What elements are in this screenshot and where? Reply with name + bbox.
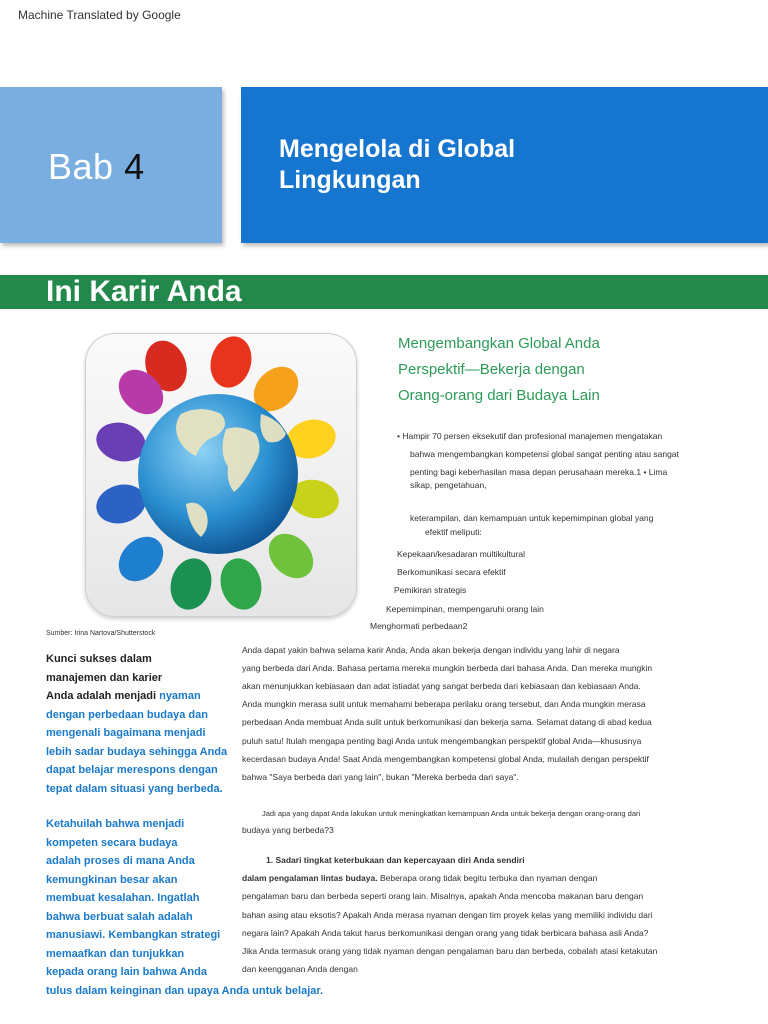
body-line: bahwa "Saya berbeda dari yang lain", bukan "Mereka berbeda dari saya". bbox=[242, 772, 519, 782]
sidebar-line: adalah proses di mana Anda bbox=[46, 855, 195, 867]
section-banner-title: Ini Karir Anda bbox=[46, 275, 242, 308]
chapter-title-line-2: Lingkungan bbox=[279, 166, 421, 194]
sidebar-line: tepat dalam situasi yang berbeda. bbox=[46, 782, 223, 795]
chapter-title bbox=[279, 134, 719, 196]
sidebar-line: kompeten secara budaya bbox=[46, 836, 178, 849]
image-caption: Sumber: Irina Nartova/Shutterstock bbox=[46, 630, 156, 637]
bullet-line: penting bagi keberhasilan masa depan perusahaan mereka.1 • Lima bbox=[410, 467, 668, 477]
globe-hands-image bbox=[85, 333, 357, 617]
sidebar-line: memaafkan dan tunjukkan bbox=[46, 947, 185, 960]
numbered-heading: 1. Sadari tingkat keterbukaan dan kepercayaan diri Anda sendiri bbox=[266, 855, 525, 865]
body-line: negara lain? Apakah Anda takut harus berkomunikasi dengan orang yang tidak berbicara bahasa asli Anda? bbox=[242, 928, 649, 938]
body-line: perbedaan Anda membuat Anda sulit untuk berkomunikasi dan bekerja sama. Selamat datang di abad kedua bbox=[242, 717, 652, 727]
subheading-line-3: Orang-orang dari Budaya Lain bbox=[398, 387, 600, 404]
bullet-line: efektif meliputi: bbox=[425, 527, 482, 537]
sidebar-line-blue: nyaman bbox=[159, 690, 201, 702]
sidebar-line-dark: Anda adalah menjadi bbox=[46, 690, 160, 702]
body-line: dan keengganan Anda dengan bbox=[242, 964, 358, 974]
body-line: Jadi apa yang dapat Anda lakukan untuk meningkatkan kemampuan Anda untuk bekerja dengan orang-orang dari bbox=[262, 809, 641, 818]
sidebar-line: dengan perbedaan budaya dan bbox=[46, 708, 208, 721]
chapter-number: 4 bbox=[124, 146, 145, 187]
chapter-title-line-1: Mengelola di Global bbox=[279, 135, 516, 163]
bullet-line: sikap, pengetahuan, bbox=[410, 480, 487, 490]
chapter-label bbox=[48, 146, 145, 188]
sidebar-line: tulus dalam keinginan dan upaya Anda untuk belajar. bbox=[46, 984, 324, 997]
list-item: Kepemimpinan, mempengaruhi orang lain bbox=[386, 604, 544, 614]
chapter-word: Bab bbox=[48, 146, 114, 187]
sidebar-line: Ketahuilah bahwa menjadi bbox=[46, 818, 185, 830]
body-line bbox=[242, 869, 597, 887]
body-text: Beberapa orang tidak begitu terbuka dan nyaman dengan bbox=[377, 873, 598, 883]
body-line: yang berbeda dari Anda. Bahasa pertama mereka mungkin berbeda dari bahasa Anda. Dan mereka mungkin bbox=[242, 663, 653, 673]
globe-hands-illustration bbox=[86, 334, 356, 616]
body-line: Anda mungkin merasa sulit untuk memahami beberapa perilaku orang tersebut, dan Anda mungkin merasa bbox=[242, 699, 646, 709]
sidebar-line: mengenali bagaimana menjadi bbox=[46, 727, 206, 739]
sidebar-line: lebih sadar budaya sehingga Anda bbox=[46, 745, 228, 758]
sidebar-line: kepada orang lain bahwa Anda bbox=[46, 966, 207, 978]
body-line: puluh satu! Itulah mengapa penting bagi Anda untuk mengembangkan perspektif global Anda—khususnya bbox=[242, 736, 642, 746]
sidebar-line: kemungkinan besar akan bbox=[46, 873, 178, 886]
section-subheading bbox=[398, 331, 738, 409]
sidebar-line: bahwa berbuat salah adalah bbox=[46, 910, 193, 923]
subheading-line-1: Mengembangkan Global Anda bbox=[398, 335, 600, 352]
body-line: pengalaman baru dan berbeda seperti orang lain. Misalnya, apakah Anda mencoba makanan baru dengan bbox=[242, 891, 644, 901]
list-item: Pemikiran strategis bbox=[394, 585, 467, 595]
sidebar-text bbox=[46, 650, 246, 798]
machine-translation-note: Machine Translated by Google bbox=[18, 8, 181, 22]
bullet-line: bahwa mengembangkan kompetensi global sangat penting atau sangat bbox=[410, 449, 679, 459]
body-line: akan menunjukkan kebiasaan dan adat istiadat yang sangat berbeda dari kebiasaan dan kebiasaan Anda. bbox=[242, 681, 641, 691]
body-line: Jika Anda termasuk orang yang tidak nyaman dengan pengalaman baru dan berbeda, cobalah atasi ketakutan bbox=[242, 946, 658, 956]
sidebar-line bbox=[46, 687, 246, 706]
body-line: Anda dapat yakin bahwa selama karir Anda, Anda akan bekerja dengan individu yang lahir di negara bbox=[242, 645, 620, 655]
body-line: kecerdasan budaya Anda! Saat Anda mengembangkan kompetensi global Anda, mulailah dengan perspektif bbox=[242, 754, 649, 764]
sidebar-line: manusiawi. Kembangkan strategi bbox=[46, 929, 221, 941]
sidebar-line: dapat belajar merespons dengan bbox=[46, 764, 218, 776]
body-line: budaya yang berbeda?3 bbox=[242, 825, 334, 835]
bullet-line: keterampilan, dan kemampuan untuk kepemimpinan global yang bbox=[410, 513, 654, 523]
sidebar-line: membuat kesalahan. Ingatlah bbox=[46, 892, 200, 904]
sidebar-line: Kunci sukses dalam bbox=[46, 653, 152, 665]
bullet-line: • Hampir 70 persen eksekutif dan profesional manajemen mengatakan bbox=[397, 431, 663, 441]
numbered-heading-cont: dalam pengalaman lintas budaya. bbox=[242, 873, 378, 883]
sidebar-line: manajemen dan karier bbox=[46, 671, 163, 684]
body-line: bahan asing atau eksotis? Apakah Anda merasa nyaman dengan tim proyek kelas yang memiliki individu dari bbox=[242, 910, 653, 920]
list-item: Kepekaan/kesadaran multikultural bbox=[397, 549, 526, 559]
subheading-line-2: Perspektif—Bekerja dengan bbox=[398, 361, 585, 378]
list-item: Menghormati perbedaan2 bbox=[370, 621, 468, 631]
list-item: Berkomunikasi secara efektif bbox=[397, 567, 506, 577]
